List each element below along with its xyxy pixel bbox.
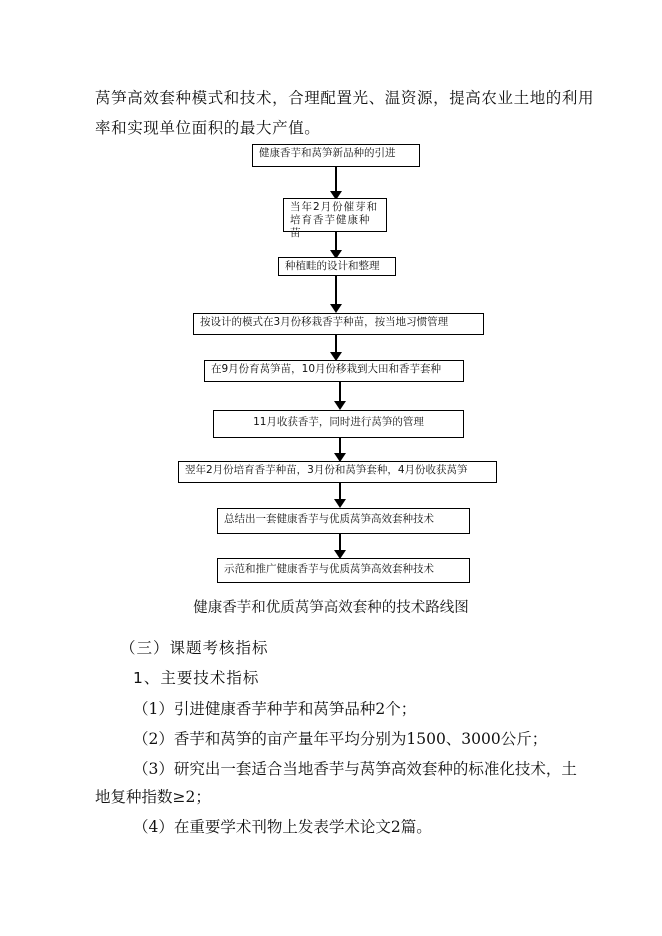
indicator-4: （4）在重要学术刊物上发表学术论文2篇。 (133, 818, 432, 836)
section-heading: （三）课题考核指标 (120, 639, 269, 657)
flow-step-5: 在9月份育莴笋苗，10月份移栽到大田和香芋套种 (204, 360, 464, 382)
flow-arrow-1 (335, 167, 337, 192)
flow-arrow-6 (339, 438, 341, 454)
flow-step-8: 总结出一套健康香芋与优质莴笋高效套种技术 (217, 508, 470, 534)
flow-step-1: 健康香芋和莴笋新品种的引进 (252, 144, 420, 167)
intro-line-2: 率和实现单位面积的最大产值。 (95, 119, 321, 137)
flow-step-4: 按设计的模式在3月份移栽香芋种苗，按当地习惯管理 (193, 313, 484, 335)
flowchart-caption: 健康香芋和优质莴笋高效套种的技术路线图 (193, 600, 469, 616)
flow-step-3: 种植畦的设计和整理 (278, 257, 396, 276)
flow-step-9: 示范和推广健康香芋与优质莴笋高效套种技术 (217, 558, 470, 583)
indicator-2: （2）香芋和莴笋的亩产量年平均分别为1500、3000公斤； (133, 730, 548, 748)
flow-arrow-7 (339, 483, 341, 500)
flow-arrow-2 (335, 232, 337, 251)
flow-step-7: 翌年2月份培育香芋种苗，3月份和莴笋套种，4月份收获莴笋 (178, 461, 497, 483)
indicator-1: （1）引进健康香芋种芋和莴笋品种2个； (133, 700, 417, 718)
flow-step-6: 11月收获香芋，同时进行莴笋的管理 (213, 410, 464, 438)
section-subheading: 1、主要技术指标 (133, 669, 260, 687)
intro-line-1: 莴笋高效套种模式和技术，合理配置光、温资源，提高农业土地的利用 (95, 89, 595, 107)
indicator-3: （3）研究出一套适合当地香芋与莴笋高效套种的标准化技术，土 (133, 760, 577, 778)
flow-arrow-5 (339, 382, 341, 402)
flow-arrow-3 (335, 276, 337, 305)
indicator-3-cont: 地复种指数≥2； (95, 788, 211, 806)
flow-step-2: 当年2月份催芽和培育香芋健康种苗 (283, 198, 387, 232)
flow-arrow-4 (335, 335, 337, 353)
flow-arrow-8 (339, 534, 341, 551)
